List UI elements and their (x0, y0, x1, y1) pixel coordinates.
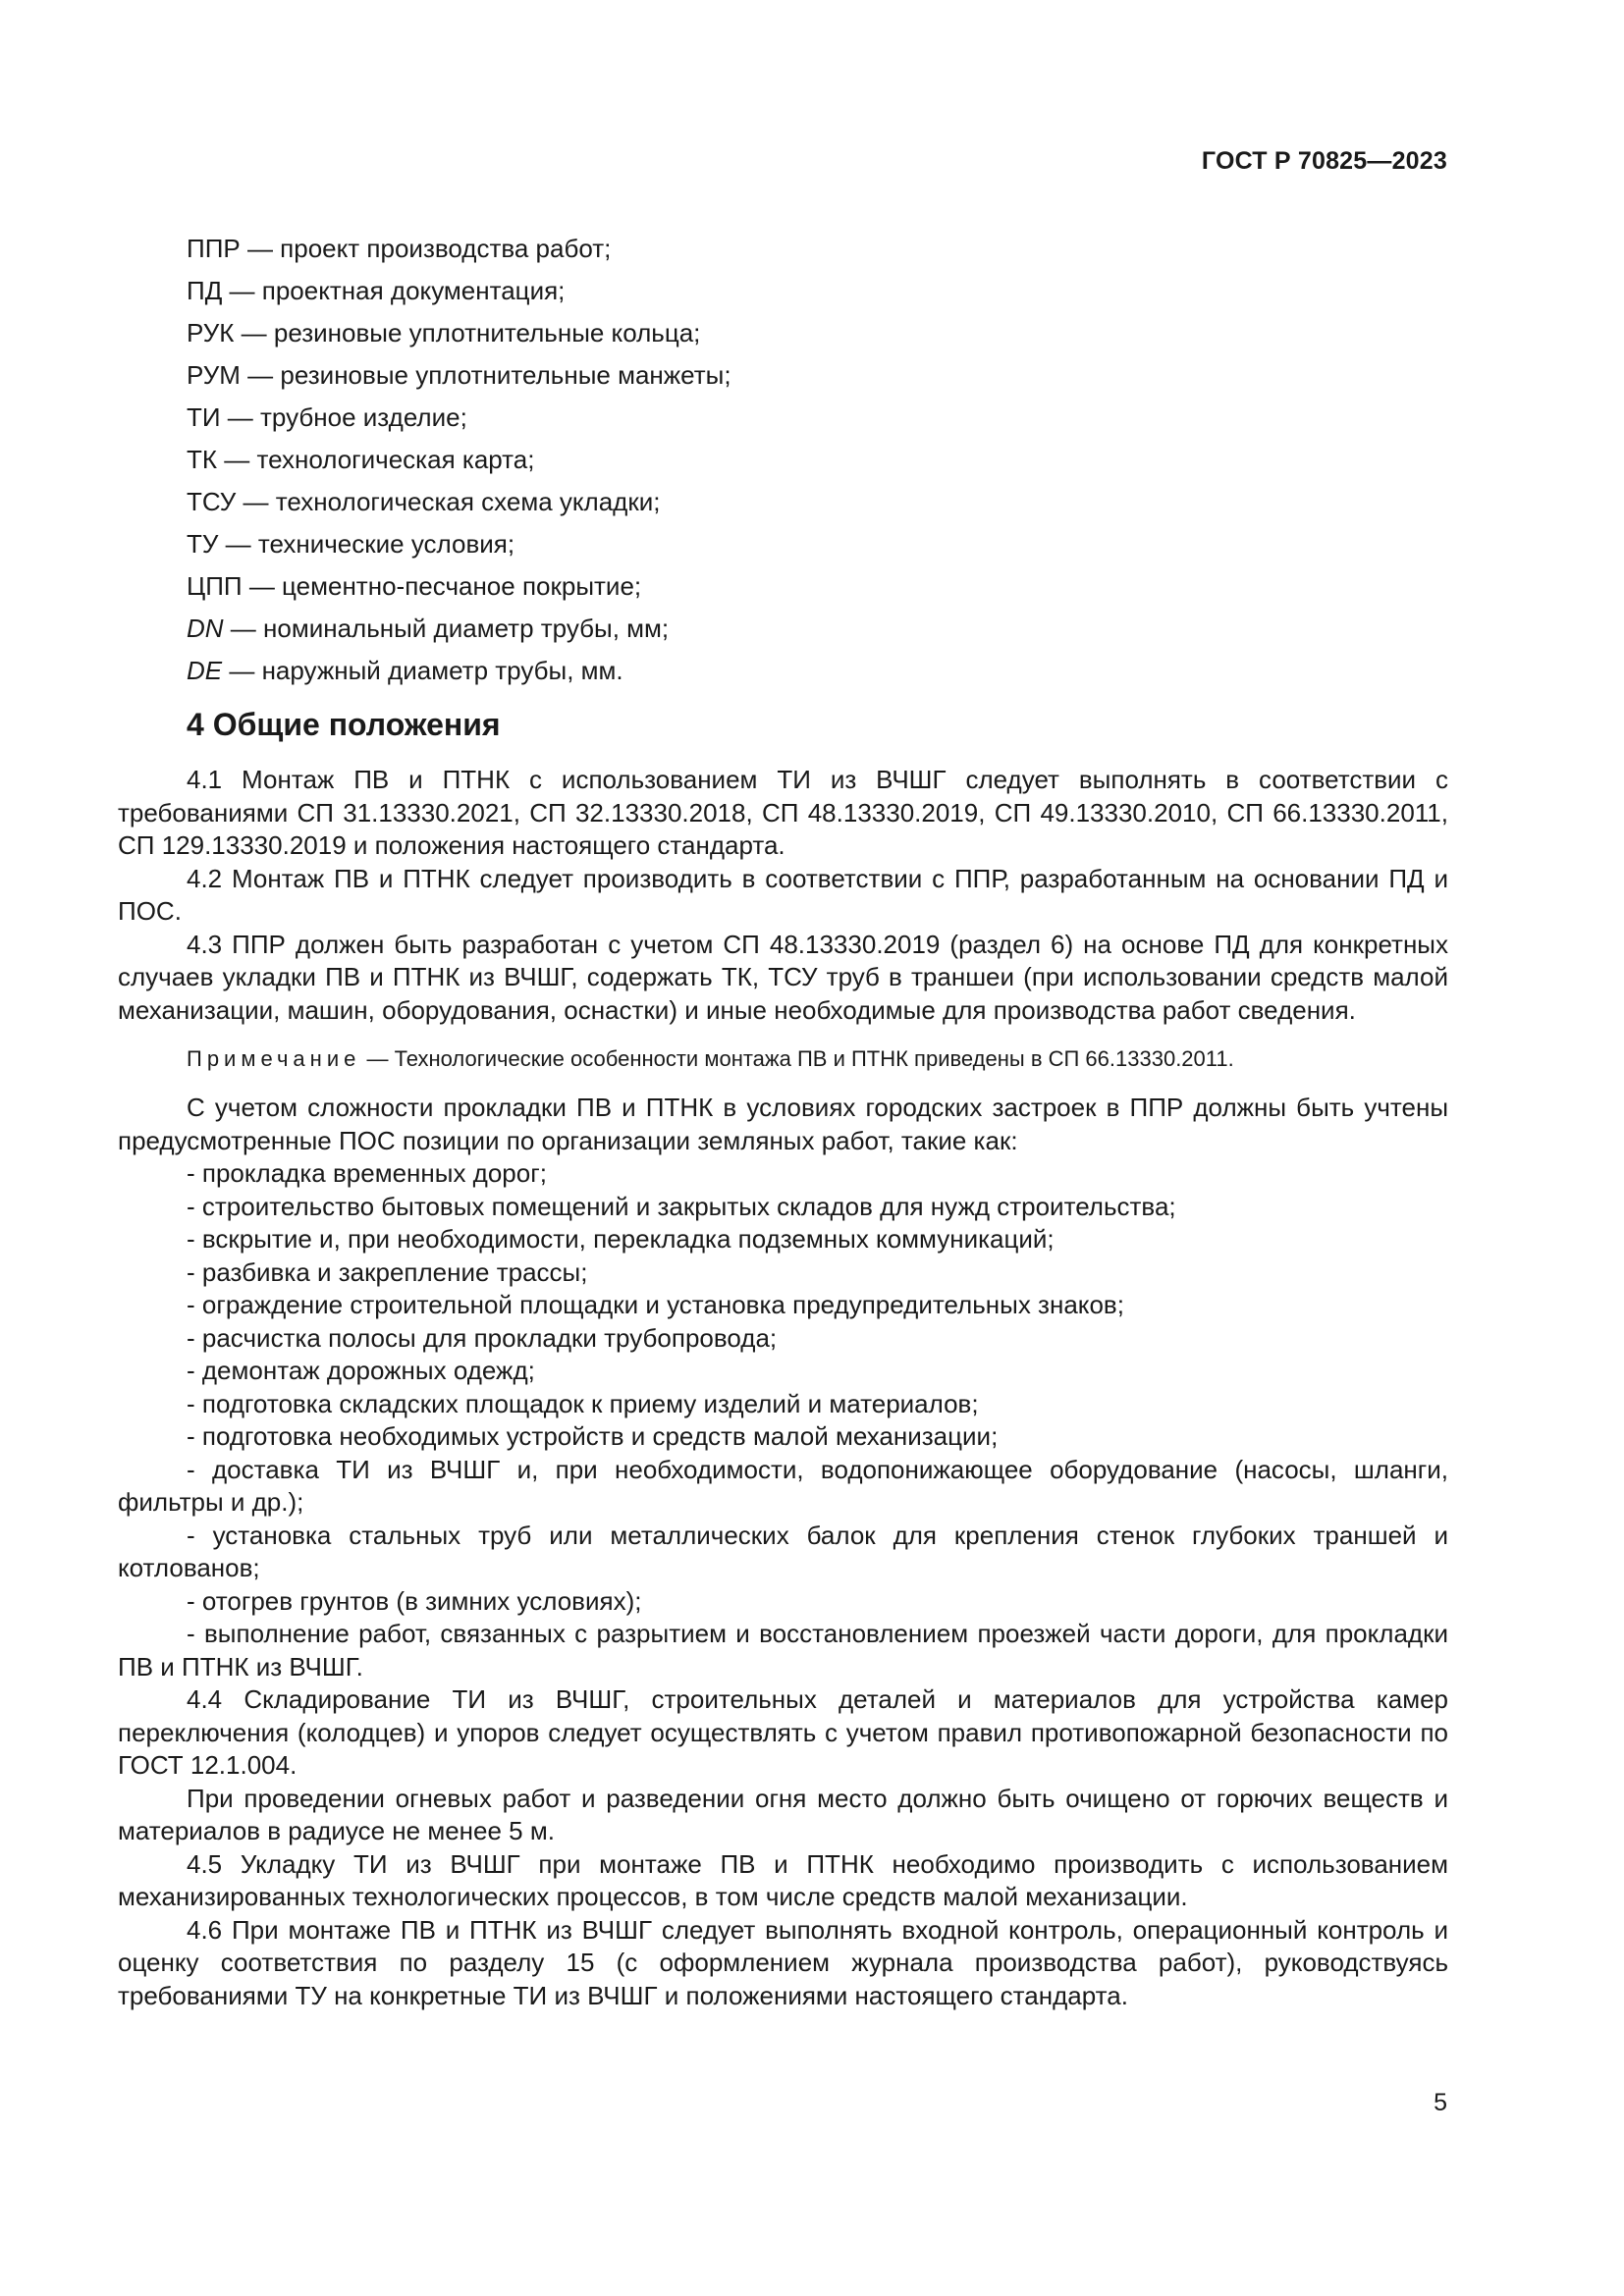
earthwork-list (118, 1157, 1448, 1683)
abbreviation-item (187, 481, 731, 523)
abbreviation-definition: — технологическая схема укладки; (236, 487, 661, 516)
paragraph-intro: С учетом сложности прокладки ПВ и ПТНК в условиях городских застроек в ППР должны быть учтены предусмотренные ПОС позиции по организации земляных работ, такие как: (118, 1093, 1448, 1155)
section-heading: 4 Общие положения (187, 707, 501, 742)
abbreviation-item (187, 523, 731, 565)
section-body (118, 764, 1448, 2012)
abbreviation-item (187, 439, 731, 481)
paragraph-4-6: 4.6 При монтаже ПВ и ПТНК из ВЧШГ следует выполнять входной контроль, операционный контроль и оценку соответствия по разделу 15 (с оформлением журнала производства работ), руководствуясь требованиями ТУ на конкретные ТИ из ВЧШГ и положениями настоящего стандарта. (118, 1914, 1448, 2010)
list-item: - выполнение работ, связанных с разрытием и восстановлением проезжей части дороги, для прокладки ПВ и ПТНК из ВЧШГ. (118, 1619, 1448, 1682)
paragraph-4-1: 4.1 Монтаж ПВ и ПТНК с использованием ТИ из ВЧШГ следует выполнять в соответствии с требованиями СП 31.13330.2021, СП 32.13330.2018, СП 48.13330.2019, СП 49.13330.2010, СП 66.13330.2011, СП 129.13330.2019 и положения настоящего стандарта. (118, 765, 1448, 860)
abbreviation-item (187, 397, 731, 439)
abbreviation-term: ППР (187, 234, 241, 263)
abbreviation-definition: — проект производства работ; (240, 234, 612, 263)
document-code-header: ГОСТ Р 70825—2023 (1201, 147, 1447, 175)
abbreviation-item (187, 354, 731, 397)
note-text: — Технологические особенности монтажа ПВ и ПТНК приведены в СП 66.13330.2011. (360, 1046, 1234, 1071)
abbreviation-term: ТУ (187, 529, 219, 559)
abbreviation-definition: — резиновые уплотнительные кольца; (234, 318, 701, 347)
abbreviation-item (187, 650, 731, 692)
list-item: - подготовка необходимых устройств и средств малой механизации; (187, 1421, 999, 1451)
note-paragraph (118, 1044, 1448, 1074)
abbreviation-term: DN (187, 614, 224, 643)
abbreviation-definition: — наружный диаметр трубы, мм. (222, 656, 623, 685)
note-label: Примечание (187, 1046, 361, 1071)
list-item: - установка стальных труб или металлических балок для крепления стенок глубоких траншей и котлованов; (118, 1520, 1448, 1582)
paragraph-4-4: 4.4 Складирование ТИ из ВЧШГ, строительных деталей и материалов для устройства камер переключения (колодцев) и упоров следует осуществлять с учетом правил противопожарной безопасности по ГОСТ 12.1.004. (118, 1684, 1448, 1780)
abbreviation-definition: — проектная документация; (222, 276, 566, 305)
abbreviation-term: РУМ (187, 360, 241, 390)
paragraph-4-2: 4.2 Монтаж ПВ и ПТНК следует производить в соответствии с ППР, разработанным на основании ПД и ПОС. (118, 863, 1448, 926)
abbreviation-definition: — резиновые уплотнительные манжеты; (240, 360, 731, 390)
abbreviation-definition: — технические условия; (218, 529, 515, 559)
list-item: - вскрытие и, при необходимости, перекладка подземных коммуникаций; (187, 1224, 1055, 1254)
abbreviation-list (187, 228, 731, 692)
list-item: - подготовка складских площадок к приему изделий и материалов; (187, 1388, 979, 1418)
abbreviation-item (187, 312, 731, 354)
abbreviation-item (187, 608, 731, 650)
abbreviation-term: ЦПП (187, 571, 243, 601)
paragraph-4-4-fire: При проведении огневых работ и разведении огня место должно быть очищено от горючих веществ и материалов в радиусе не менее 5 м. (118, 1783, 1448, 1845)
abbreviation-item (187, 565, 731, 608)
abbreviation-definition: — трубное изделие; (220, 402, 467, 432)
abbreviation-item (187, 228, 731, 270)
list-item: - отогрев грунтов (в зимних условиях); (187, 1585, 642, 1616)
list-item: - демонтаж дорожных одежд; (187, 1356, 535, 1385)
paragraph-4-3: 4.3 ППР должен быть разработан с учетом СП 48.13330.2019 (раздел 6) на основе ПД для конкретных случаев укладки ПВ и ПТНК из ВЧШГ, содержать ТК, ТСУ труб в траншеи (при использовании средств малой механизации, машин, оборудования, оснастки) и иные необходимые для производства работ сведения. (118, 929, 1448, 1025)
list-item: - доставка ТИ из ВЧШГ и, при необходимости, водопонижающее оборудование (насосы, шланги, фильтры и др.); (118, 1454, 1448, 1517)
list-item: - строительство бытовых помещений и закрытых складов для нужд строительства; (187, 1191, 1176, 1221)
abbreviation-term: DE (187, 656, 223, 685)
list-item: - разбивка и закрепление трассы; (187, 1256, 588, 1287)
page-number: 5 (1434, 2089, 1447, 2116)
abbreviation-term: РУК (187, 318, 235, 347)
paragraph-4-5: 4.5 Укладку ТИ из ВЧШГ при монтаже ПВ и ПТНК необходимо производить с использованием механизированных технологических процессов, в том числе средств малой механизации. (118, 1848, 1448, 1911)
abbreviation-term: ПД (187, 276, 223, 305)
abbreviation-item (187, 270, 731, 312)
list-item: - ограждение строительной площадки и установка предупредительных знаков; (187, 1290, 1124, 1319)
abbreviation-definition: — технологическая карта; (217, 445, 535, 474)
abbreviation-term: ТИ (187, 402, 221, 432)
abbreviation-term: ТСУ (187, 487, 237, 516)
list-item: - прокладка временных дорог; (187, 1158, 547, 1188)
abbreviation-definition: — цементно-песчаное покрытие; (242, 571, 642, 601)
abbreviation-term: ТК (187, 445, 218, 474)
abbreviation-definition: — номинальный диаметр трубы, мм; (223, 614, 670, 643)
list-item: - расчистка полосы для прокладки трубопровода; (187, 1322, 778, 1353)
